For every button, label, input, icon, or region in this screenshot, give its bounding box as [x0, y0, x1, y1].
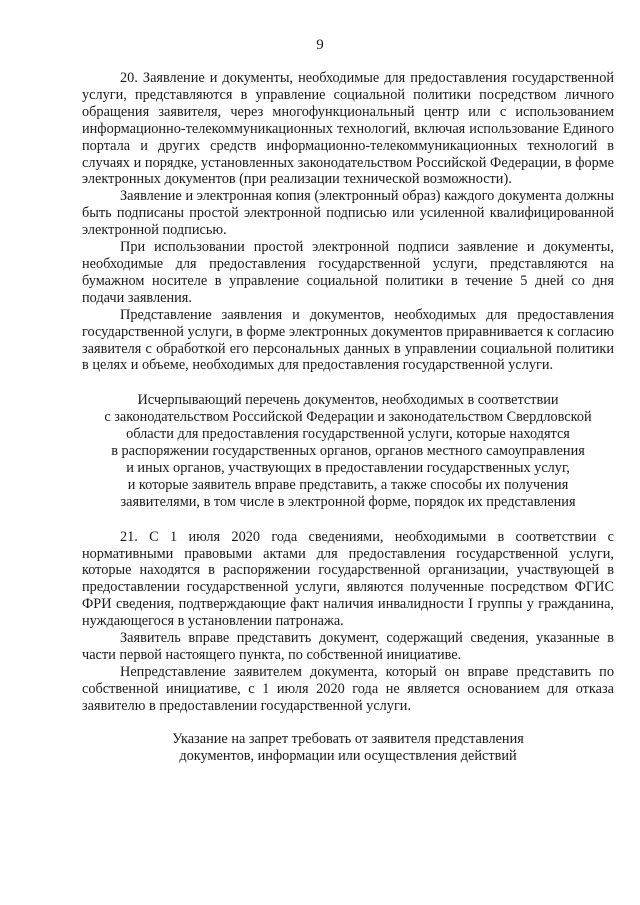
paragraph-20: 20. Заявление и документы, необходимые для предоставления государственной услуги, представляются в управление социальной политики посредством личного обращения заявителя, через многофункциональный центр или с использованием информационно-телекоммуникационных технологий, включая использование Единого портала и других средств информационно-телекоммуникационных технологий в случаях и порядке, установленных законодательством Российской Федерации, в форме электронных документов (при реализации технической возможности). [82, 70, 614, 188]
heading-line: и которые заявитель вправе представить, а также способы их получения [127, 476, 569, 493]
heading-line: заявителями, в том числе в электронной форме, порядок их представления [120, 493, 576, 510]
section-heading-prohibition [82, 731, 614, 765]
paragraph-signature: Заявление и электронная копия (электронный образ) каждого документа должны быть подписаны простой электронной подписью или усиленной квалифицированной электронной подписью. [82, 188, 614, 239]
heading-line: области для предоставления государственной услуги, которые находятся [126, 426, 570, 443]
heading-line: и иных органов, участвующих в предоставлении государственных услуг, [126, 459, 570, 476]
paragraph-consent: Представление заявления и документов, необходимых для предоставления государственной услуги, в форме электронных документов приравнивается к согласию заявителя с обработкой его персональных данных в управлении социальной политики в целях и объеме, необходимых для предоставления государственной услуги. [82, 306, 614, 374]
paragraph-simple-signature: При использовании простой электронной подписи заявление и документы, необходимые для предоставления государственной услуги, представляются на бумажном носителе в управление социальной политики в течение 5 дней со дня подачи заявления. [82, 239, 614, 306]
paragraph-non-submission: Непредставление заявителем документа, который он вправе представить по собственной инициативе, с 1 июля 2020 года не является основанием для отказа заявителю в предоставлении государственной услуги. [82, 663, 614, 714]
page-number: 9 [316, 37, 324, 53]
heading-line: в распоряжении государственных органов, органов местного самоуправления [111, 443, 585, 460]
paragraph-21: 21. С 1 июля 2020 года сведениями, необходимыми в соответствии с нормативными правовыми актами для предоставления государственной услуги, которые находятся в распоряжении государственной организации, участвующей в предоставлении государственной услуги, являются полученные посредством ФГИС ФРИ сведения, подтверждающие факт наличия инвалидности I группы у гражданина, нуждающегося в установлении патронажа. [82, 528, 614, 630]
section-heading-documents [82, 392, 614, 510]
heading-line: Исчерпывающий перечень документов, необходимых в соответствии [137, 392, 559, 409]
paragraph-own-initiative: Заявитель вправе представить документ, содержащий сведения, указанные в части первой настоящего пункта, по собственной инициативе. [82, 630, 614, 663]
heading-line: с законодательством Российской Федерации и законодательством Свердловской [104, 409, 592, 426]
heading-line: Указание на запрет требовать от заявителя представления [172, 730, 524, 747]
heading-line: документов, информации или осуществления действий [179, 747, 517, 764]
document-body [82, 70, 614, 764]
